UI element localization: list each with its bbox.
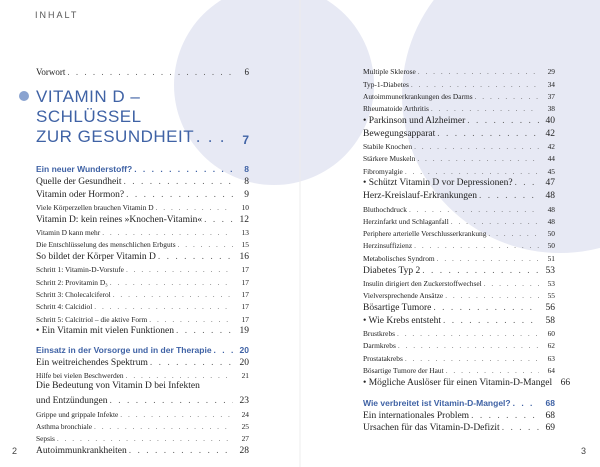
leader-dots (113, 290, 233, 299)
toc-entry-page: 27 (241, 434, 249, 444)
toc-entry-page: 29 (547, 67, 555, 77)
toc-entry-label: Typ-1-Diabetes (363, 79, 409, 89)
leader-dots (134, 164, 233, 174)
leader-dots (467, 116, 539, 126)
toc-entry-page: 53 (547, 278, 555, 288)
leader-dots (502, 423, 539, 433)
toc-entry[interactable] (363, 226, 555, 238)
toc-entry-label: Die Entschlüsselung des menschlichen Erbguts (36, 240, 176, 250)
leader-dots (431, 104, 539, 113)
toc-entry-page: 28 (239, 446, 249, 457)
leader-dots (488, 229, 539, 238)
toc-entry[interactable] (363, 214, 555, 226)
toc-entry-infekte[interactable]: Die Bedeutung von Vitamin D bei Infekten und Entzündungen . . . 23 (36, 381, 249, 406)
leader-dots (451, 217, 539, 226)
leader-dots (149, 315, 233, 324)
toc-entry-page: 44 (547, 154, 555, 164)
toc-entry-page: 60 (547, 329, 555, 339)
toc-entry-label: Schritt 3: Cholecalciferol (36, 289, 111, 299)
toc-entry-label: Herz-Kreislauf-Erkrankungen (363, 191, 477, 202)
toc-entry[interactable] (36, 355, 249, 368)
toc-entry-label: Ein internationales Problem (363, 410, 470, 421)
toc-entry[interactable] (363, 139, 555, 151)
toc-entry[interactable] (36, 225, 249, 237)
toc-entry[interactable] (363, 421, 555, 434)
toc-entry-label: Brustkrebs (363, 329, 396, 339)
toc-entry-label: Schritt 2: Provitamin D₃ (36, 277, 108, 287)
leader-dots (178, 240, 233, 249)
toc-entry[interactable] (363, 89, 555, 101)
toc-entry[interactable] (363, 288, 555, 300)
leader-dots (405, 167, 539, 176)
toc-entry[interactable] (36, 419, 249, 431)
toc-entry[interactable] (363, 113, 555, 126)
leader-dots (102, 228, 233, 237)
toc-entry-label: Stärkere Muskeln (363, 154, 416, 164)
toc-entry-page: 38 (547, 104, 555, 114)
toc-entry-page: 51 (547, 253, 555, 263)
toc-entry-label: Vitamin D kann mehr (36, 227, 101, 237)
leader-dots (67, 67, 233, 77)
toc-entry-label: Fibromyalgie (363, 166, 403, 176)
leader-dots (398, 341, 539, 350)
toc-entry-label: Rheumatoide Arthritis (363, 104, 429, 114)
toc-entry-label: Metabolisches Syndrom (363, 253, 435, 263)
toc-entry-label: Bösartige Tumore (363, 302, 432, 313)
toc-entry-label: Bluthochdruck (363, 204, 407, 214)
toc-left-column (36, 64, 249, 456)
toc-entry[interactable] (36, 324, 249, 337)
leader-dots (94, 302, 233, 311)
toc-entry-label: Schritt 1: Vitamin-D-Vorstufe (36, 265, 124, 275)
leader-dots (445, 291, 539, 300)
toc-section-mangel[interactable]: Wie verbreitet ist Vitamin-D-Mangel? . . . 68 (363, 395, 555, 408)
toc-entry-page: 19 (239, 326, 249, 337)
toc-entry-label: Stabile Knochen (363, 142, 413, 152)
toc-entry-page: 20 (239, 358, 249, 369)
toc-entry-page: 17 (241, 314, 249, 324)
chapter-title-line2: ZUR GESUNDHEIT (36, 127, 195, 146)
toc-entry-label: Bösartige Tumore der Haut (363, 365, 444, 375)
leader-dots (126, 265, 233, 274)
leader-dots (417, 154, 539, 163)
toc-entry[interactable] (363, 408, 555, 421)
leader-dots (475, 92, 539, 101)
leader-dots (126, 371, 233, 380)
toc-entry-page: 15 (241, 240, 249, 250)
leader-dots (414, 142, 539, 151)
toc-entry[interactable] (363, 188, 555, 201)
toc-entry[interactable] (36, 406, 249, 418)
toc-entry-label: • Schützt Vitamin D vor Depressionen? (363, 178, 513, 189)
toc-entry-label: Bewegungsapparat (363, 128, 436, 139)
leader-dots (405, 354, 539, 363)
toc-entry[interactable] (363, 350, 555, 362)
toc-entry-page: 62 (547, 341, 555, 351)
toc-entry[interactable] (36, 237, 249, 249)
toc-entry-label: Vitamin oder Hormon? (36, 189, 125, 200)
leader-dots (471, 411, 539, 421)
toc-entry-vorwort[interactable]: Vorwort . . . 6 (36, 64, 249, 77)
leader-dots (126, 190, 233, 200)
toc-entry[interactable] (363, 338, 555, 350)
toc-entry-label: Schritt 5: Calcitriol – die aktive Form (36, 314, 148, 324)
leader-dots (414, 241, 539, 250)
toc-entry-label: Hilfe bei vielen Beschwerden (36, 371, 124, 381)
toc-entry[interactable] (36, 274, 249, 286)
toc-list-right-2 (363, 408, 555, 434)
page-number-left: 2 (12, 446, 18, 456)
toc-entry[interactable] (36, 174, 249, 187)
toc-entry-label: So bildet der Körper Vitamin D (36, 252, 156, 263)
toc-entry-page: 50 (547, 241, 555, 251)
leader-dots (418, 67, 539, 76)
toc-entry[interactable] (36, 287, 249, 299)
toc-entry-page: 56 (545, 302, 555, 313)
toc-entry-page: 13 (241, 227, 249, 237)
leader-dots (110, 278, 233, 287)
toc-entry-label: Quelle der Gesundheit (36, 176, 122, 187)
toc-entry-page: 8 (244, 176, 249, 187)
toc-entry[interactable] (36, 299, 249, 311)
toc-list-right (363, 64, 571, 388)
leader-dots (123, 177, 233, 187)
toc-section-wunderstoff[interactable]: Ein neuer Wunderstoff? . . . 8 (36, 161, 249, 174)
section-label: INHALT (35, 10, 79, 20)
toc-entry-label: • Ein Vitamin mit vielen Funktionen (36, 326, 174, 337)
toc-entry[interactable] (36, 262, 249, 274)
toc-entry-label: Vitamin D: kein reines »Knochen-Vitamin« (36, 214, 203, 225)
leader-dots (433, 303, 539, 313)
toc-entry-page: 21 (241, 371, 249, 381)
leader-dots (196, 129, 233, 147)
toc-entry-page: 17 (241, 277, 249, 287)
toc-entry[interactable] (36, 212, 249, 225)
toc-entry-label: Vielversprechende Ansätze (363, 291, 444, 301)
leader-dots (443, 316, 539, 326)
toc-entry[interactable] (36, 249, 249, 262)
leader-dots (409, 205, 539, 214)
toc-entry-page: 48 (545, 191, 555, 202)
toc-entry[interactable] (363, 176, 555, 189)
toc-entry-label: Prostatakrebs (363, 353, 403, 363)
chapter-heading[interactable]: VITAMIN D – SCHLÜSSEL ZUR GESUNDHEIT . . . 7 (36, 87, 249, 147)
toc-entry-page: 10 (241, 202, 249, 212)
toc-entry-label: Herzinfarkt und Schlaganfall (363, 216, 449, 226)
chapter-title-line1: VITAMIN D – SCHLÜSSEL (36, 87, 142, 126)
toc-entry[interactable] (363, 363, 555, 375)
leader-dots (110, 396, 233, 406)
toc-entry-label: Autoimmunerkrankungen des Darms (363, 91, 473, 101)
toc-entry-page: 45 (547, 166, 555, 176)
toc-entry-page: 58 (545, 315, 555, 326)
chapter-bullet-icon (19, 91, 29, 101)
leader-dots (156, 203, 233, 212)
toc-entry[interactable] (363, 163, 555, 175)
leader-dots (437, 129, 539, 139)
toc-right-column (363, 64, 571, 434)
leader-dots (214, 345, 233, 355)
toc-entry-label: Herzinsuffizienz (363, 241, 413, 251)
leader-dots (150, 358, 233, 368)
toc-entry-page: 55 (547, 291, 555, 301)
toc-entry[interactable] (363, 238, 555, 250)
toc-entry-label: Autoimmunkrankheiten (36, 446, 127, 457)
toc-entry-page: 50 (547, 229, 555, 239)
leader-dots (479, 191, 539, 201)
toc-entry-label: Grippe und grippale Infekte (36, 409, 119, 419)
leader-dots (513, 398, 539, 408)
leader-dots (94, 422, 233, 431)
leader-dots (515, 178, 539, 188)
toc-entry[interactable] (363, 263, 555, 276)
toc-entry-label: Viele Körperzellen brauchen Vitamin D (36, 202, 154, 212)
toc-entry[interactable] (363, 375, 571, 388)
toc-list-2 (36, 355, 249, 380)
toc-entry-page: 12 (239, 214, 249, 225)
leader-dots (158, 252, 233, 262)
toc-entry[interactable] (363, 300, 555, 313)
toc-entry-page: 48 (547, 216, 555, 226)
toc-entry-page: 53 (545, 265, 555, 276)
toc-entry-page: 9 (244, 189, 249, 200)
toc-entry[interactable] (363, 151, 555, 163)
toc-entry-page: 47 (545, 178, 555, 189)
toc-entry-page: 17 (241, 302, 249, 312)
toc-entry-page: 25 (241, 422, 249, 432)
toc-entry-page: 69 (545, 423, 555, 434)
toc-list-3 (36, 406, 249, 456)
toc-entry[interactable] (363, 126, 555, 139)
toc-entry[interactable] (363, 101, 555, 113)
toc-entry-label: Sepsis (36, 434, 55, 444)
toc-entry-label: Insulin dirigiert den Zuckerstoffwechsel (363, 278, 482, 288)
toc-entry-page: 17 (241, 289, 249, 299)
toc-entry-page: 34 (547, 79, 555, 89)
toc-entry-label: Ein weitreichendes Spektrum (36, 358, 148, 369)
toc-entry-page: 24 (241, 409, 249, 419)
toc-entry-label: Schritt 4: Calcidiol (36, 302, 93, 312)
toc-section-vorsorge[interactable]: Einsatz in der Vorsorge und in der Therapie . . . 20 (36, 342, 249, 355)
toc-entry[interactable] (363, 64, 555, 76)
toc-entry[interactable] (36, 311, 249, 323)
leader-dots (422, 266, 539, 276)
leader-dots (397, 329, 539, 338)
toc-entry-page: 17 (241, 265, 249, 275)
toc-entry-page: 42 (547, 142, 555, 152)
leader-dots (411, 80, 539, 89)
page-number-right: 3 (580, 446, 586, 456)
toc-entry-page: 40 (545, 115, 555, 126)
toc-entry-label: Darmkrebs (363, 341, 396, 351)
toc-entry[interactable] (363, 201, 555, 213)
leader-dots (57, 434, 233, 443)
leader-dots (120, 410, 233, 419)
toc-entry[interactable] (363, 76, 555, 88)
toc-entry[interactable] (36, 368, 249, 380)
toc-entry[interactable] (363, 250, 555, 262)
toc-entry-label: • Mögliche Auslöser für einen Vitamin-D-Mangel (363, 377, 553, 388)
toc-entry-label: Periphere arterielle Verschlusserkrankung (363, 229, 487, 239)
toc-entry[interactable] (36, 200, 249, 212)
toc-entry[interactable] (36, 431, 249, 443)
toc-entry-page: 63 (547, 353, 555, 363)
toc-entry-label: Diabetes Typ 2 (363, 265, 421, 276)
leader-dots (129, 446, 233, 456)
leader-dots (446, 366, 539, 375)
toc-entry-label: Multiple Sklerose (363, 67, 416, 77)
toc-entry-label: Ursachen für das Vitamin-D-Defizit (363, 423, 500, 434)
toc-entry-page: 16 (239, 252, 249, 263)
toc-entry-label: Asthma bronchiale (36, 422, 93, 432)
toc-entry[interactable] (36, 187, 249, 200)
toc-entry-page: 68 (545, 410, 555, 421)
toc-entry[interactable] (363, 276, 555, 288)
toc-entry-page: 64 (547, 365, 555, 375)
leader-dots (437, 254, 539, 263)
toc-entry-label: • Parkinson und Alzheimer (363, 115, 466, 126)
toc-entry[interactable] (363, 326, 555, 338)
toc-entry-page: 66 (560, 377, 571, 388)
leader-dots (204, 215, 233, 225)
toc-entry-label: • Wie Krebs entsteht (363, 315, 441, 326)
leader-dots (484, 279, 539, 288)
toc-entry[interactable] (36, 443, 249, 456)
toc-entry[interactable] (363, 313, 555, 326)
toc-list-1 (36, 174, 249, 336)
toc-entry-page: 37 (547, 91, 555, 101)
leader-dots (176, 326, 233, 336)
toc-entry-page: 42 (545, 128, 555, 139)
toc-entry-page: 48 (547, 204, 555, 214)
